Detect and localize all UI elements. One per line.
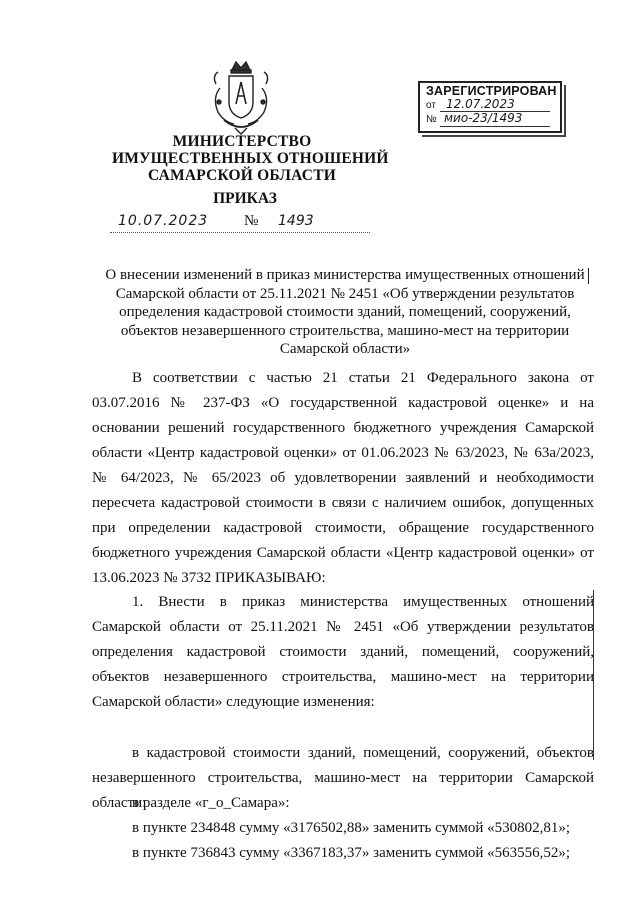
stamp-number-underline (440, 126, 550, 127)
registration-stamp (418, 81, 562, 133)
order-number-label: № (244, 213, 259, 229)
document-title: О внесении изменений в приказ министерства имущественных отношений Самарской области от 25.11.2021 № 2451 «Об утверждении результатов определения кадастровой стоимости зданий, помещений, сооружений, объектов незавершенного строительства, машино-мест на территории Самарской области» (105, 267, 585, 357)
document-type: ПРИКАЗ (213, 190, 277, 207)
list-item: в пункте 234848 сумму «3176502,88» заменить суммой «530802,81»; (132, 820, 571, 836)
order-underline (110, 232, 370, 233)
stamp-title: ЗАРЕГИСТРИРОВАН (426, 84, 557, 98)
body-paragraph-3: в кадастровой стоимости зданий, помещений, сооружений, объектов незавершенного строительства, машино-мест на территории Самарской области: (92, 745, 594, 811)
coat-of-arms-emblem (210, 58, 272, 136)
list-item: в пункте 736843 сумму «3367183,37» заменить суммой «563556,52»; (132, 845, 571, 861)
ministry-line-3: САМАРСКОЙ ОБЛАСТИ (147, 167, 336, 184)
body-paragraph-2: 1. Внести в приказ министерства имущественных отношений Самарской области от 25.11.2021 № 2451 «Об утверждении результатов определения кадастровой стоимости зданий, помещений, сооружений, объектов незавершенного строительства, машино-мест на территории Самарской области» следующие изменения: (92, 594, 594, 710)
order-date: 10.07.2023 (118, 213, 209, 229)
margin-marker (588, 268, 589, 284)
ministry-name (112, 133, 389, 184)
order-date-number-row (110, 212, 370, 236)
scan-edge-line (593, 590, 594, 760)
ministry-line-1: МИНИСТЕРСТВО (172, 133, 312, 150)
ministry-line-2: ИМУЩЕСТВЕННЫХ ОТНОШЕНИЙ (112, 150, 389, 167)
stamp-number-label: № (426, 114, 437, 125)
stamp-from-label: от (426, 100, 436, 111)
stamp-number: мио-23/1493 (444, 111, 523, 125)
section-line: в разделе «г_о_Самара»: (132, 795, 290, 811)
body-paragraph-1: В соответствии с частью 21 статьи 21 Федерального закона от 03.07.2016 № 237-ФЗ «О государственной кадастровой оценке» и на основании решений государственного бюджетного учреждения Самарской области «Центр кадастровой оценки» от 01.06.2023 № 63/2023, № 63а/2023, № 64/2023, № 65/2023 об удовлетворении заявлений и необходимости пересчета кадастровой стоимости в связи с наличием ошибок, допущенных при определении кадастровой стоимости, обращение государственного бюджетного учреждения Самарской области «Центр кадастровой оценки» от 13.06.2023 № 3732 ПРИКАЗЫВАЮ: (92, 370, 594, 586)
stamp-date: 12.07.2023 (446, 97, 515, 111)
order-number: 1493 (278, 213, 314, 229)
